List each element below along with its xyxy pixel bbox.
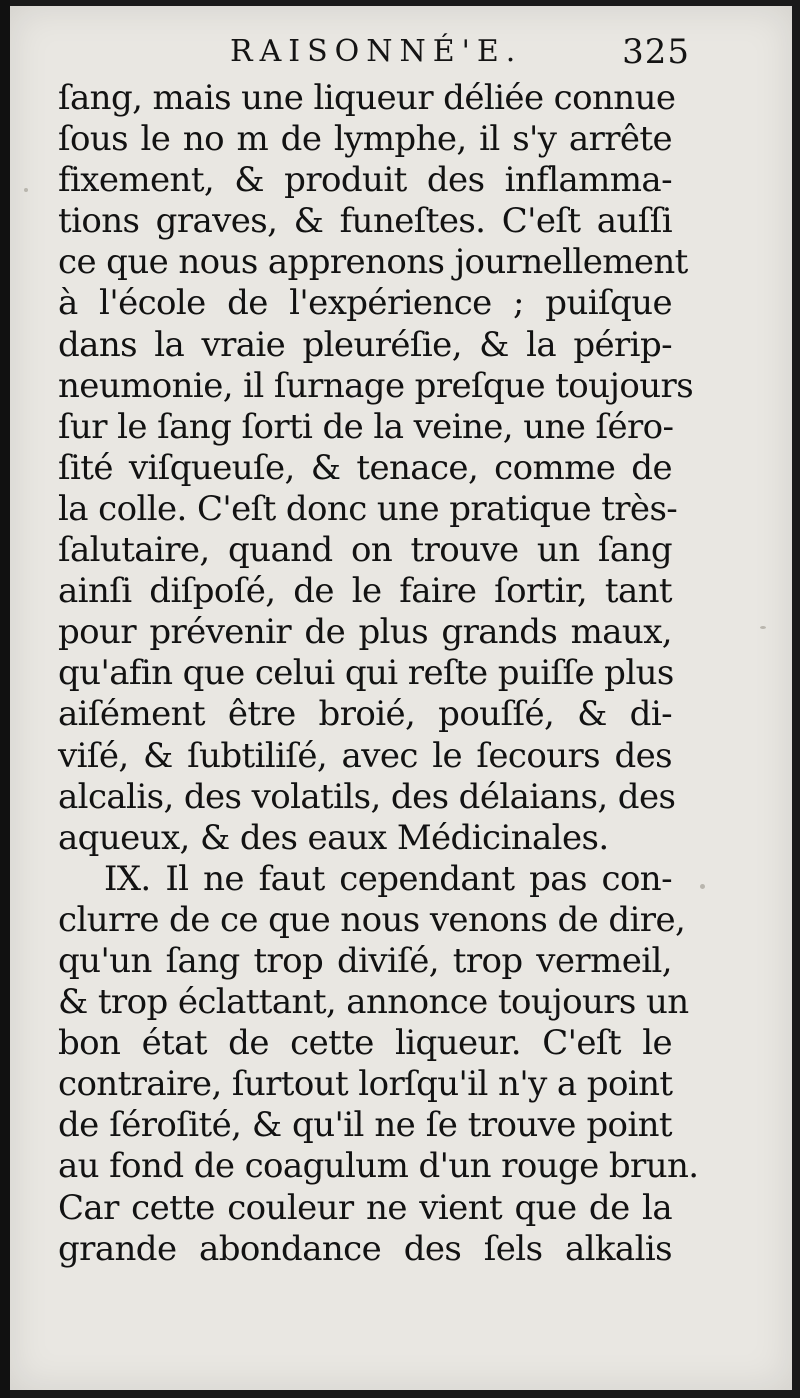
text-line: de ſéroſité, & qu'il ne ſe trouve point: [58, 1105, 672, 1146]
text-line: ſur le ſang ſorti de la veine, une ſéro-: [58, 406, 674, 447]
text-line: fixement, & produit des inflamma-: [58, 160, 672, 201]
text-line: viſé, & ſubtiliſé, avec le ſecours des: [58, 735, 672, 776]
paragraph-start-line: IX. Il ne faut cependant pas con-: [104, 858, 672, 899]
text-line: aqueux, & des eaux Médicinales.: [58, 817, 609, 858]
text-line: qu'un ſang trop diviſé, trop vermeil,: [58, 940, 672, 981]
text-line: contraire, ſurtout lorſqu'il n'y a point: [58, 1064, 673, 1105]
text-line: aiſément être broié, pouſſé, & di-: [58, 694, 672, 735]
text-line: Car cette couleur ne vient que de la: [58, 1187, 672, 1228]
text-line: au fond de coagulum d'un rouge brun.: [58, 1146, 699, 1187]
text-line: grande abondance des ſels alkalis: [58, 1228, 672, 1269]
text-line: & trop éclattant, annonce toujours un: [58, 982, 689, 1023]
running-head: RAISONNÉ'E.: [230, 34, 523, 69]
text-line: ce que nous apprenons journellement: [58, 242, 688, 283]
text-line: ſous le no m de lymphe, il s'y arrête: [58, 119, 672, 160]
text-line: ſalutaire, quand on trouve un ſang: [58, 530, 672, 571]
paper-speck: [700, 884, 705, 889]
text-line: ainſi diſpoſé, de le faire ſortir, tant: [58, 571, 672, 612]
paper-speck: [760, 626, 766, 629]
page-gutter: [0, 0, 10, 1398]
paper-speck: [24, 188, 28, 192]
text-line: qu'afin que celui qui reſte puiſſe plus: [58, 653, 674, 694]
text-line: dans la vraie pleuréſie, & la périp-: [58, 324, 672, 365]
page-number: 325: [622, 32, 690, 72]
text-line: tions graves, & funeſtes. C'eſt auſſi: [58, 201, 672, 242]
text-line: bon état de cette liqueur. C'eſt le: [58, 1023, 672, 1064]
text-line: ſang, mais une liqueur déliée connue: [58, 78, 676, 118]
text-line: la colle. C'eſt donc une pratique très-: [58, 488, 678, 529]
text-line: neumonie, il ſurnage preſque toujours: [58, 365, 694, 406]
text-line: alcalis, des volatils, des délaians, des: [58, 776, 676, 817]
text-line: ſité viſqueuſe, & tenace, comme de: [58, 447, 672, 488]
text-line: clurre de ce que nous venons de dire,: [58, 899, 686, 940]
body-text: [58, 78, 699, 1270]
text-line: à l'école de l'expérience ; puiſque: [58, 283, 672, 324]
text-line: pour prévenir de plus grands maux,: [58, 612, 672, 653]
